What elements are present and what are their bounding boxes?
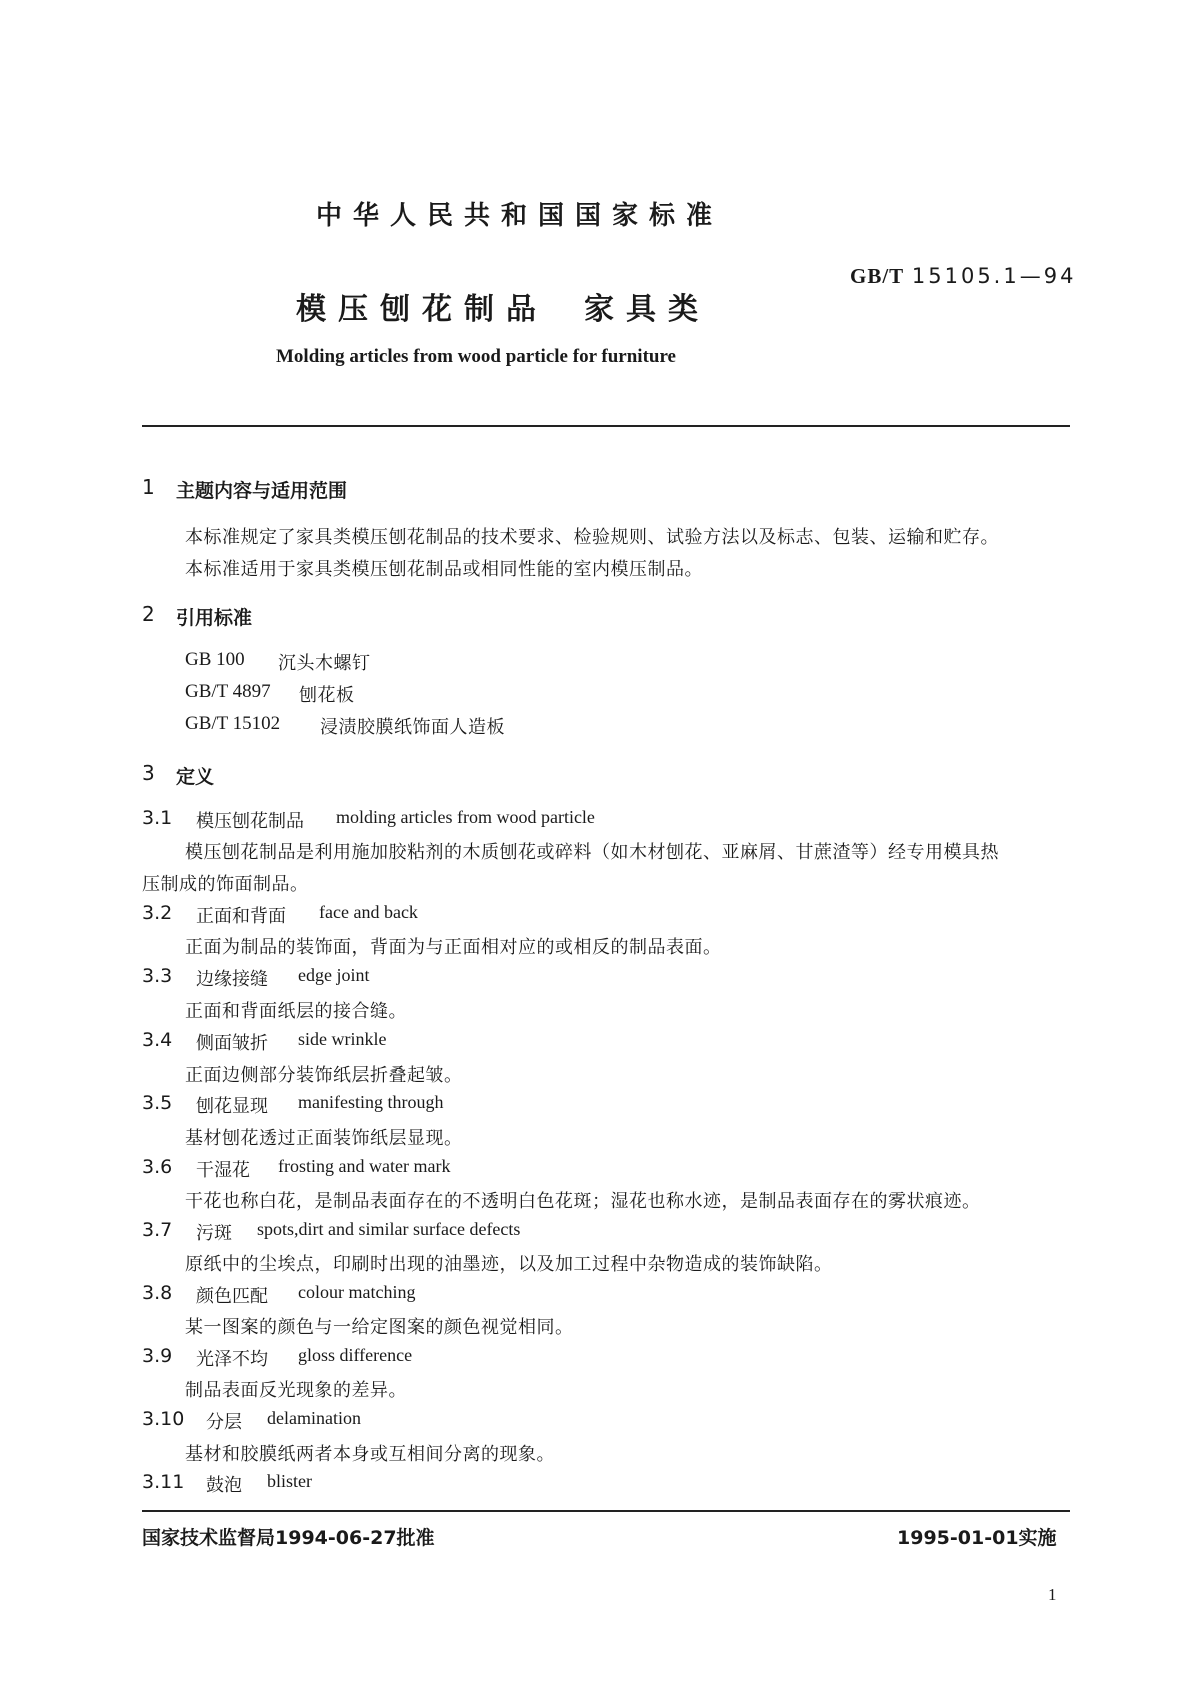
definition-term-cn: 鼓泡 bbox=[206, 1475, 242, 1496]
definition-number: 3.3 bbox=[142, 965, 173, 987]
definition-text: 干花也称白花，是制品表面存在的不透明白色花斑；湿花也称水迹，是制品表面存在的雾状痕迹。 bbox=[185, 1191, 981, 1212]
national-standard-heading: 中华人民共和国国家标准 bbox=[316, 201, 724, 231]
standard-code-number: 15105.1—94 bbox=[911, 264, 1077, 288]
definition-number: 3.11 bbox=[142, 1471, 185, 1493]
definition-term-en: delamination bbox=[267, 1408, 361, 1428]
definition-text: 正面为制品的装饰面，背面为与正面相对应的或相反的制品表面。 bbox=[185, 937, 722, 958]
definition-term-en: gloss difference bbox=[298, 1345, 413, 1365]
section-1-number: 1 bbox=[142, 475, 155, 499]
approval-note: 国家技术监督局1994-06-27批准 bbox=[142, 1527, 435, 1549]
definition-text-continued: 压制成的饰面制品。 bbox=[142, 874, 309, 895]
definition-term-en: spots,dirt and similar surface defects bbox=[257, 1219, 521, 1239]
definition-term-cn: 干湿花 bbox=[196, 1160, 250, 1181]
definition-term-en: colour matching bbox=[298, 1282, 416, 1302]
footer-divider bbox=[142, 1510, 1070, 1512]
definition-text: 正面和背面纸层的接合缝。 bbox=[185, 1001, 407, 1022]
definition-term-en: face and back bbox=[319, 902, 418, 922]
standard-code bbox=[850, 264, 1076, 289]
standard-code-prefix: GB/T bbox=[850, 264, 905, 288]
definition-term-en: frosting and water mark bbox=[278, 1156, 451, 1176]
definition-number: 3.5 bbox=[142, 1092, 173, 1114]
section-1-paragraph-2: 本标准适用于家具类模压刨花制品或相同性能的室内模压制品。 bbox=[185, 559, 703, 580]
definition-number: 3.8 bbox=[142, 1282, 173, 1304]
title-cn-main: 模压刨花制品 bbox=[296, 292, 548, 327]
definition-text: 某一图案的颜色与一给定图案的颜色视觉相同。 bbox=[185, 1317, 574, 1338]
definition-term-cn: 侧面皱折 bbox=[196, 1033, 268, 1054]
definition-term-cn: 正面和背面 bbox=[196, 906, 286, 927]
definition-text: 制品表面反光现象的差异。 bbox=[185, 1380, 407, 1401]
title-cn-sub: 家具类 bbox=[584, 292, 710, 327]
reference-code: GB/T 4897 bbox=[185, 681, 271, 702]
definition-term-en: manifesting through bbox=[298, 1092, 444, 1112]
definition-text: 原纸中的尘埃点，印刷时出现的油墨迹，以及加工过程中杂物造成的装饰缺陷。 bbox=[185, 1254, 833, 1275]
definition-term-en: molding articles from wood particle bbox=[336, 807, 595, 827]
section-3-number: 3 bbox=[142, 761, 155, 785]
section-2-number: 2 bbox=[142, 602, 155, 626]
effective-date: 1995-01-01实施 bbox=[897, 1527, 1057, 1549]
document-title-en: Molding articles from wood particle for furniture bbox=[276, 346, 676, 367]
definition-number: 3.4 bbox=[142, 1029, 173, 1051]
definition-text: 基材和胶膜纸两者本身或互相间分离的现象。 bbox=[185, 1444, 555, 1465]
reference-name: 刨花板 bbox=[299, 685, 355, 706]
definition-term-en: blister bbox=[267, 1471, 312, 1491]
definition-term-cn: 污斑 bbox=[196, 1223, 232, 1244]
reference-code: GB/T 15102 bbox=[185, 713, 281, 734]
definition-text: 基材刨花透过正面装饰纸层显现。 bbox=[185, 1128, 463, 1149]
definition-term-cn: 光泽不均 bbox=[196, 1349, 268, 1370]
reference-code: GB 100 bbox=[185, 649, 245, 670]
definition-term-cn: 刨花显现 bbox=[196, 1096, 268, 1117]
definition-number: 3.6 bbox=[142, 1156, 173, 1178]
definition-term-cn: 边缘接缝 bbox=[196, 969, 268, 990]
definition-number: 3.7 bbox=[142, 1219, 173, 1241]
definition-text: 模压刨花制品是利用施加胶粘剂的木质刨花或碎料（如木材刨花、亚麻屑、甘蔗渣等）经专用模具热 bbox=[185, 842, 999, 863]
definition-term-cn: 模压刨花制品 bbox=[196, 811, 304, 832]
definition-number: 3.1 bbox=[142, 807, 173, 829]
section-1-title: 主题内容与适用范围 bbox=[176, 480, 348, 502]
definition-term-en: edge joint bbox=[298, 965, 370, 985]
definition-text: 正面边侧部分装饰纸层折叠起皱。 bbox=[185, 1065, 463, 1086]
reference-name: 浸渍胶膜纸饰面人造板 bbox=[320, 717, 505, 738]
definition-term-cn: 分层 bbox=[206, 1412, 242, 1433]
definition-number: 3.9 bbox=[142, 1345, 173, 1367]
section-2-title: 引用标准 bbox=[176, 607, 253, 629]
section-3-title: 定义 bbox=[176, 766, 215, 788]
page-number: 1 bbox=[1048, 1585, 1057, 1604]
document-title-cn bbox=[296, 284, 710, 328]
definition-term-cn: 颜色匹配 bbox=[196, 1286, 268, 1307]
reference-name: 沉头木螺钉 bbox=[278, 653, 371, 674]
definition-term-en: side wrinkle bbox=[298, 1029, 387, 1049]
section-1-paragraph-1: 本标准规定了家具类模压刨花制品的技术要求、检验规则、试验方法以及标志、包装、运输和贮存。 bbox=[185, 527, 999, 548]
header-divider bbox=[142, 425, 1070, 427]
definition-number: 3.2 bbox=[142, 902, 173, 924]
definition-number: 3.10 bbox=[142, 1408, 185, 1430]
